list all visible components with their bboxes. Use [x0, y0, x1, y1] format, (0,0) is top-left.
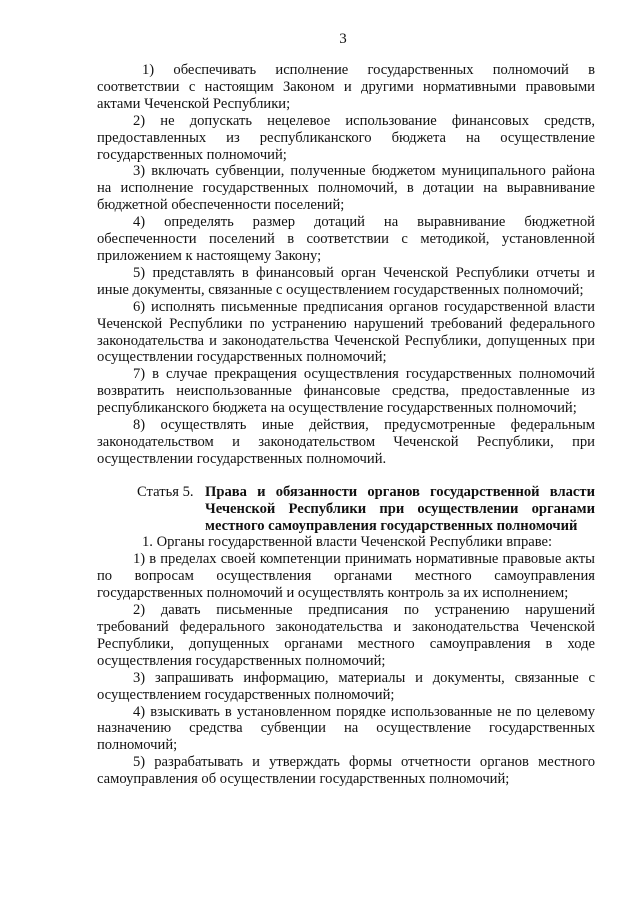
article-clause-1: 1. Органы государственной власти Чеченской Республики вправе: — [142, 534, 553, 551]
right-item-2: 2) давать письменные предписания по устранению нарушений требований федерального законодательства и законодательства Чеченской Республики, допущенных органами местного самоуправления в ходе осуществления государственных полномочий; — [97, 602, 595, 669]
obligation-item-6: 6) исполнять письменные предписания органов государственной власти Чеченской Республики по устранению нарушений требований федерального законодательства и законодательства Чеченской Республики, допущенных при осуществлении государственных полномочий; — [97, 298, 595, 366]
article-heading — [97, 484, 595, 535]
article-title: Права и обязанности органов государственной власти Чеченской Республики при осуществлении органами местного самоуправления государственных полномочий — [205, 483, 595, 534]
obligation-item-2: 2) не допускать нецелевое использование финансовых средств, предоставленных из республиканского бюджета на осуществление государственных полномочий; — [97, 112, 595, 163]
right-item-1: 1) в пределах своей компетенции принимать нормативные правовые акты по вопросам осуществления органами местного самоуправления государственных полномочий и осуществлять контроль за их исполнением; — [97, 551, 595, 602]
article-label: Статья 5. — [137, 483, 194, 500]
right-item-3: 3) запрашивать информацию, материалы и документы, связанные с осуществлением государственных полномочий; — [97, 669, 595, 703]
page-number: 3 — [339, 31, 347, 47]
obligation-item-3: 3) включать субвенции, полученные бюджетом муниципального района на исполнение государственных полномочий, в дотации на выравнивание бюджетной обеспеченности поселений; — [97, 163, 595, 214]
obligation-item-1: 1) обеспечивать исполнение государственных полномочий в соответствии с настоящим Законом и другими нормативными правовыми актами Чеченской Республики; — [97, 62, 595, 112]
obligation-item-5: 5) представлять в финансовый орган Чеченской Республики отчеты и иные документы, связанные с осуществлением государственных полномочий; — [97, 264, 595, 298]
right-item-4: 4) взыскивать в установленном порядке использованные не по целевому назначению средства субвенции на осуществление государственных полномочий; — [97, 703, 595, 754]
document-page — [97, 30, 595, 788]
obligation-item-7: 7) в случае прекращения осуществления государственных полномочий возвратить неиспользованные финансовые средства, предоставленные из республиканского бюджета на осуществление государственных полномочий; — [97, 366, 595, 417]
obligation-item-4: 4) определять размер дотаций на выравнивание бюджетной обеспеченности поселений в соответствии с методикой, установленной приложением к настоящему Закону; — [97, 214, 595, 264]
obligation-item-8: 8) осуществлять иные действия, предусмотренные федеральным законодательством и законодательством Чеченской Республики, при осуществлении государственных полномочий. — [97, 417, 595, 467]
right-item-5: 5) разрабатывать и утверждать формы отчетности органов местного самоуправления об осуществлении государственных полномочий; — [97, 754, 595, 788]
